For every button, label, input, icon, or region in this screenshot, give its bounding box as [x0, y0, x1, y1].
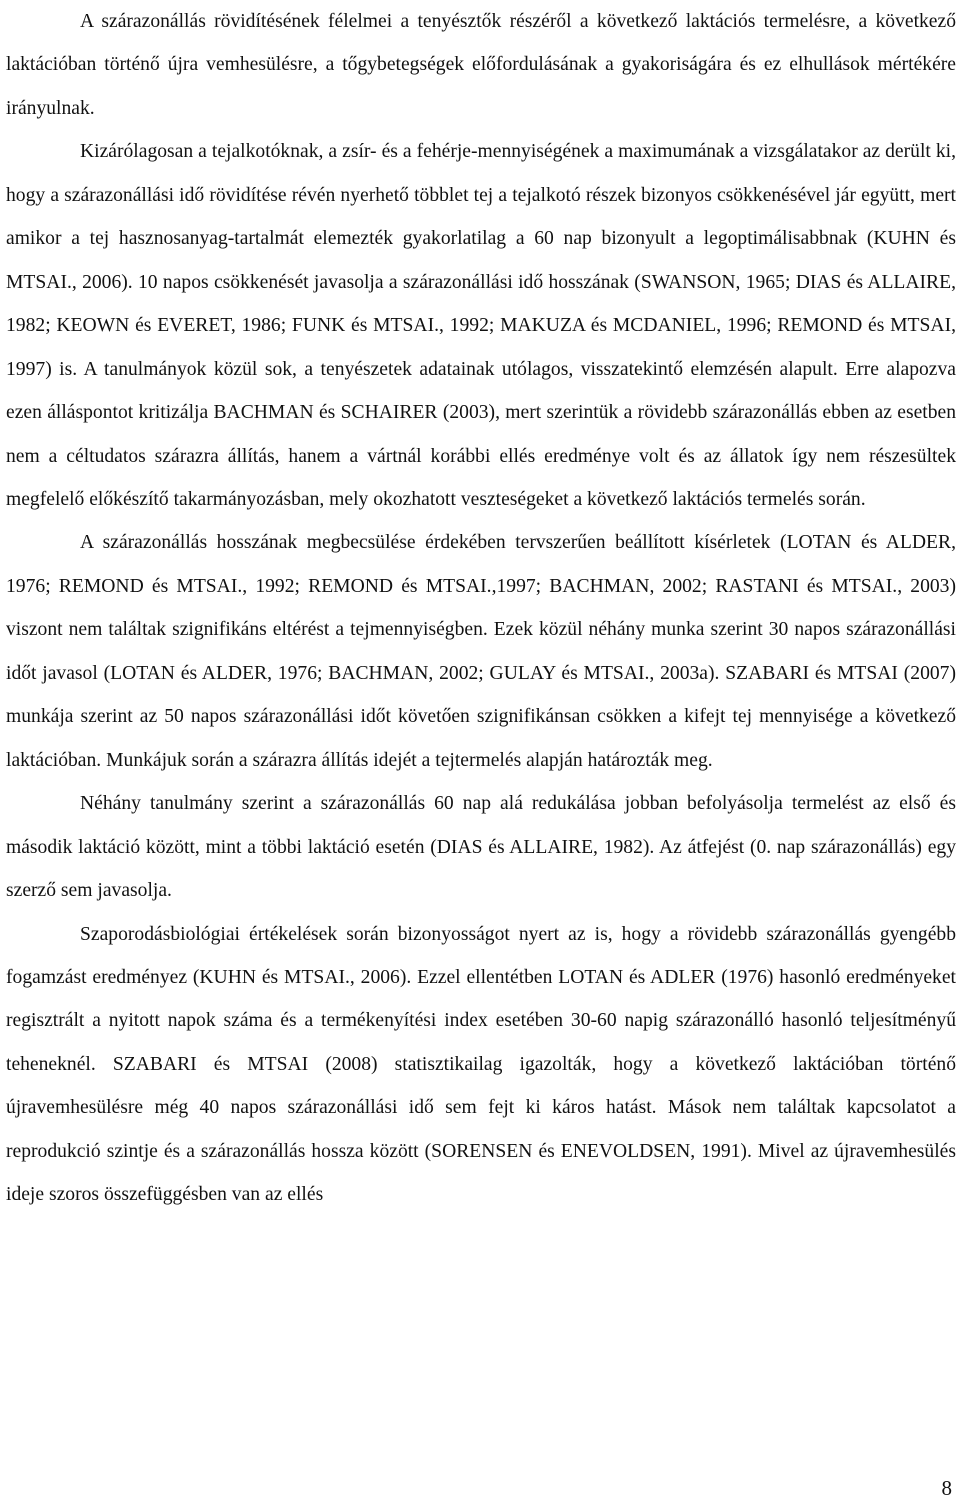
paragraph-4: Néhány tanulmány szerint a szárazonállás 60 nap alá redukálása jobban befolyásolja termelést az első és második laktáció között, mint a többi laktáció esetén (DIAS és ALLAIRE, 1982). Az átfejést (0. nap szárazonállás) egy szerző sem javasolja.: [6, 793, 956, 902]
page-number: 8: [941, 1476, 952, 1500]
paragraph-3: A szárazonállás hosszának megbecsülése érdekében tervszerűen beállított kísérletek (LOTAN és ALDER, 1976; REMOND és MTSAI., 1992; REMOND és MTSAI.,1997; BACHMAN, 2002; RASTANI és MTSAI., 2003) viszont nem találtak szignifikáns eltérést a tejmennyiségben. Ezek közül néhány munka szerint 30 napos szárazonállási időt javasol (LOTAN és ALDER, 1976; BACHMAN, 2002; GULAY és MTSAI., 2003a). SZABARI és MTSAI (2007) munkája szerint az 50 napos szárazonállási időt követően szignifikánsan csökken a kifejt tej mennyisége a következő laktációban. Munkájuk során a szárazra állítás idejét a tejtermelés alapján határozták meg.: [6, 532, 956, 771]
document-page: [6, 0, 956, 1217]
paragraph-2: Kizárólagosan a tejalkotóknak, a zsír- és a fehérje-mennyiségének a maximumának a vizsgálatakor az derült ki, hogy a szárazonállási idő rövidítése révén nyerhető többlet tej a tejalkotó részek bizonyos csökkenésével jár együtt, mert amikor a tej hasznosanyag-tartalmát elemezték gyakorlatilag a 60 nap bizonyult a legoptimálisabbnak (KUHN és MTSAI., 2006). 10 napos csökkenését javasolja a szárazonállási idő hosszának (SWANSON, 1965; DIAS és ALLAIRE, 1982; KEOWN és EVERET, 1986; FUNK és MTSAI., 1992; MAKUZA és MCDANIEL, 1996; REMOND és MTSAI, 1997) is. A tanulmányok közül sok, a tenyészetek adatainak utólagos, visszatekintő elemzésén alapult. Erre alapozva ezen álláspontot kritizálja BACHMAN és SCHAIRER (2003), mert szerintük a rövidebb szárazonállás ebben az esetben nem a céltudatos szárazra állítás, hanem a vártnál korábbi ellés eredménye volt és az állatok így nem részesültek megfelelő előkészítő takarmányozásban, mely okozhatott veszteségeket a következő laktációs termelés során.: [6, 141, 956, 510]
paragraph-5: Szaporodásbiológiai értékelések során bizonyosságot nyert az is, hogy a rövidebb szárazonállás gyengébb fogamzást eredményez (KUHN és MTSAI., 2006). Ezzel ellentétben LOTAN és ADLER (1976) hasonló eredményeket regisztrált a nyitott napok száma és a termékenyítési index esetében 30-60 napig szárazonálló hasonló teljesítményű teheneknél. SZABARI és MTSAI (2008) statisztikailag igazolták, hogy a következő laktációban történő újravemhesülésre még 40 napos szárazonállási idő sem fejt ki káros hatást. Mások nem találtak kapcsolatot a reprodukció szintje és a szárazonállás hossza között (SORENSEN és ENEVOLDSEN, 1991). Mivel az újravemhesülés ideje szoros összefüggésben van az ellés: [6, 923, 956, 1206]
paragraph-1: A szárazonállás rövidítésének félelmei a tenyésztők részéről a következő laktációs termelésre, a következő laktációban történő újra vemhesülésre, a tőgybetegségek előfordulásának a gyakoriságára és ez elhullások mértékére irányulnak.: [6, 11, 956, 119]
